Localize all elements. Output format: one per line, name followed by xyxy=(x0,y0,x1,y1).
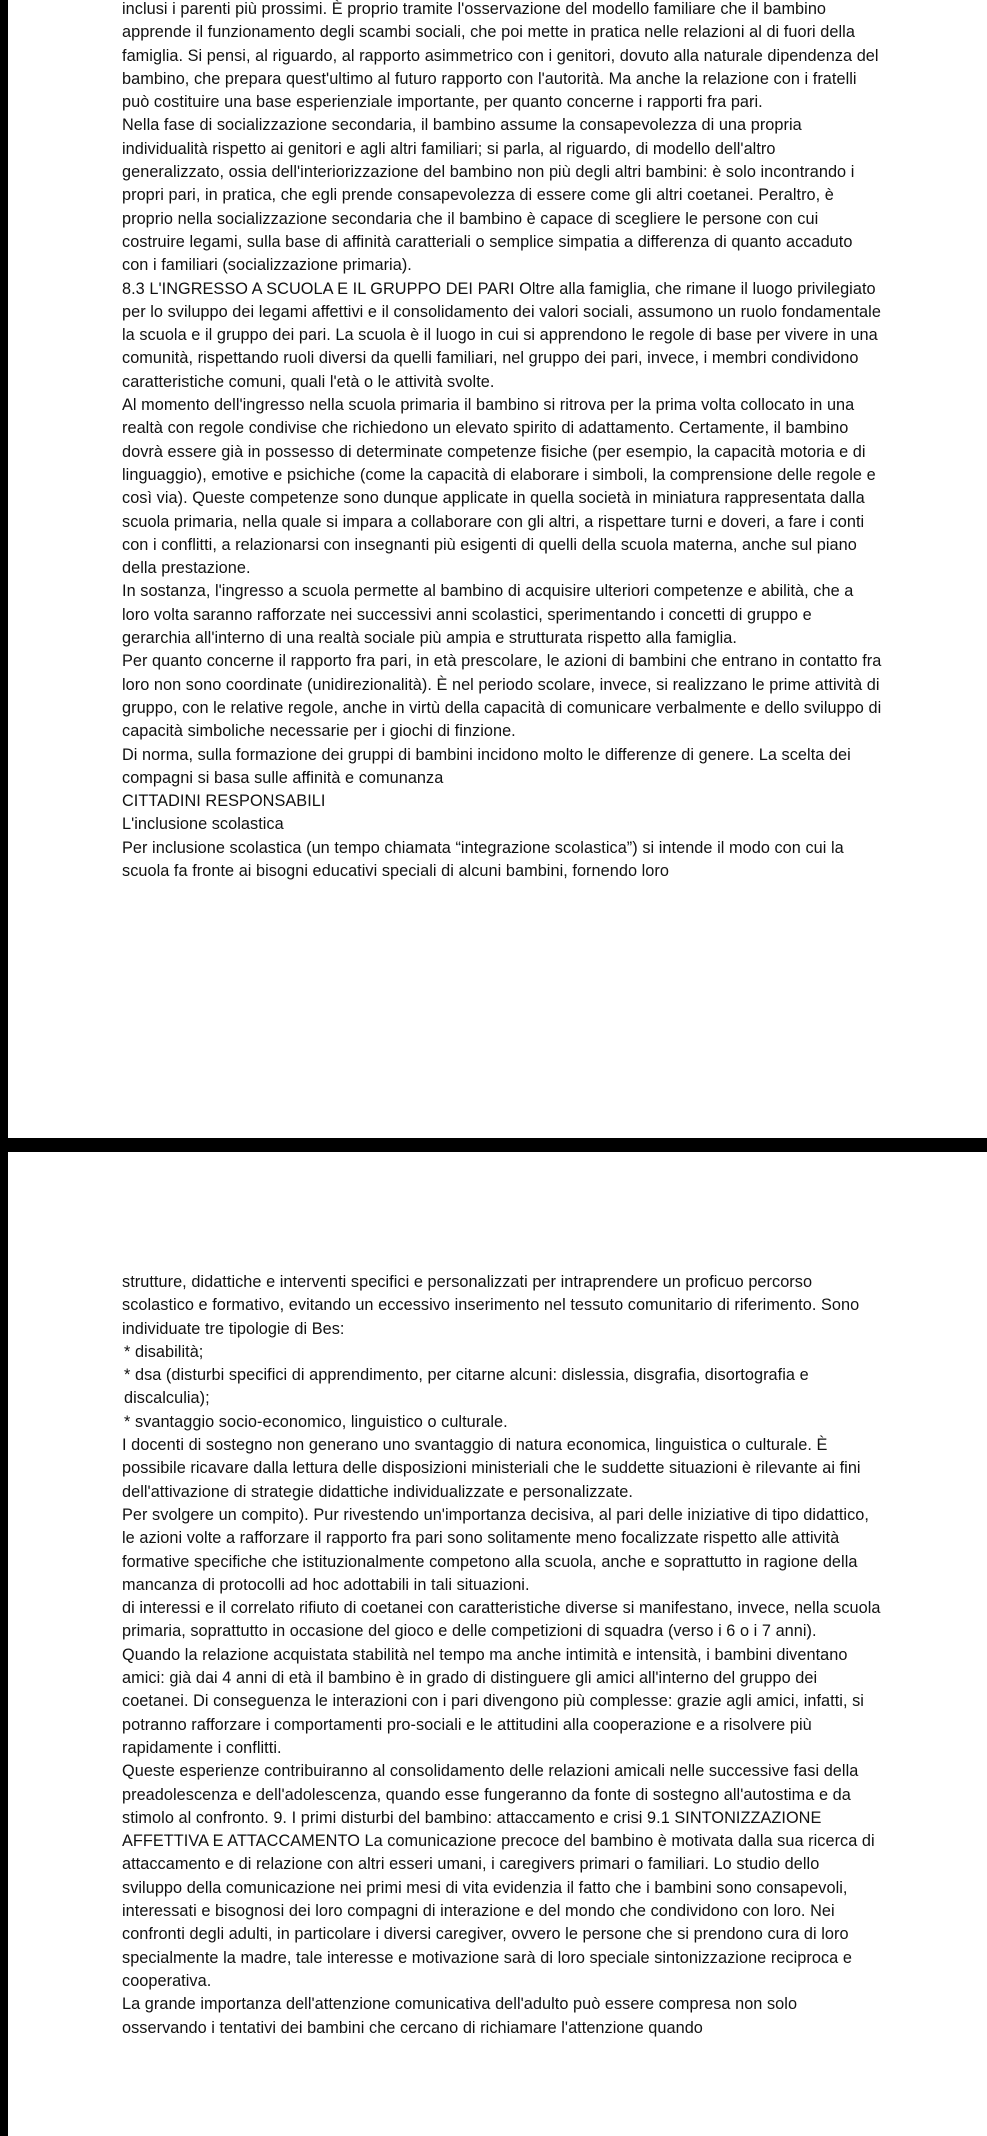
paragraph: In sostanza, l'ingresso a scuola permette al bambino di acquisire ulteriori competenze e abilità, che a loro volta saranno rafforzate nei successivi anni scolastici, sperimentando i concetti di gruppo e gerarchia all'interno di una realtà sociale più ampia e strutturata rispetto alla famiglia. xyxy=(122,582,854,648)
section-title: CITTADINI RESPONSABILI xyxy=(122,792,326,811)
list-item: * dsa (disturbi specifici di apprendimento, per citarne alcuni: dislessia, disgrafia, disortografia e discalculia); xyxy=(124,1366,809,1408)
section-heading-paragraph: 8.3 L'INGRESSO A SCUOLA E IL GRUPPO DEI PARI Oltre alla famiglia, che rimane il luogo privilegiato per lo sviluppo dei legami affettivi e il consolidamento dei valori sociali, assumono un ruolo fondamentale la scuola e il gruppo dei pari. La scuola è il luogo in cui si apprendono le regole di base per vivere in una comunità, rispettando ruoli diversi da quelli familiari, nel gruppo dei pari, invece, i membri condividono caratteristiche comuni, quali l'età o le attività svolte. xyxy=(122,279,881,391)
page-2-text xyxy=(122,1271,882,2040)
paragraph: strutture, didattiche e interventi specifici e personalizzati per intraprendere un proficuo percorso scolastico e formativo, evitando un eccessivo inserimento nel tessuto comunitario di riferimento. Sono individuate tre tipologie di Bes: xyxy=(122,1273,860,1338)
paragraph: La grande importanza dell'attenzione comunicativa dell'adulto può essere compresa non solo osservando i tentativi dei bambini che cercano di richiamare l'attenzione quando xyxy=(122,1995,798,2037)
paragraph: Nella fase di socializzazione secondaria, il bambino assume la consapevolezza di una propria individualità rispetto ai genitori e agli altri familiari; si parla, al riguardo, di modello dell'altro generalizzato, ossia dell'interiorizzazione del bambino non più degli altri bambini: è solo incontrando i propri pari, in pratica, che egli prende consapevolezza di essere come gli altri coetanei. Peraltro, è proprio nella socializzazione secondaria che il bambino è capace di scegliere le persone con cui costruire legami, sulla base di affinità caratteriali o semplice simpatia a differenza di quanto accaduto con i familiari (socializzazione primaria). xyxy=(122,116,855,275)
paragraph: Per svolgere un compito). Pur rivestendo un'importanza decisiva, al pari delle iniziative di tipo didattico, le azioni volte a rafforzare il rapporto fra pari sono solitamente meno focalizzate rispetto alle attività formative specifiche che istituzionalmente competono alla scuola, anche e soprattutto in ragione della mancanza di protocolli ad hoc adottabili in tali situazioni. xyxy=(122,1505,869,1594)
paragraph: I docenti di sostegno non generano uno svantaggio di natura economica, linguistica o culturale. È possibile ricavare dalla lettura delle disposizioni ministeriali che le suddette situazioni è rilevante ai fini dell'attivazione di strategie didattiche individualizzate e personalizzate. xyxy=(122,1436,861,1501)
paragraph: inclusi i parenti più prossimi. È proprio tramite l'osservazione del modello familiare che il bambino apprende il funzionamento degli scambi sociali, che poi mette in pratica nelle relazioni al di fuori della famiglia. Si pensi, al riguardo, al rapporto asimmetrico con i genitori, dovuto alla naturale dipendenza del bambino, che prepara quest'ultimo al futuro rapporto con l'autorità. Ma anche la relazione con i fratelli può costituire una base esperienziale importante, per quanto concerne i rapporti fra pari. xyxy=(122,0,879,112)
document-page-2 xyxy=(8,1152,987,2136)
paragraph: Queste esperienze contribuiranno al consolidamento delle relazioni amicali nelle successive fasi della preadolescenza e dell'adolescenza, quando esse fungeranno da fonte di sostegno all'autostima e da stimolo al confronto. 9. I primi disturbi del bambino: attaccamento e crisi 9.1 SINTONIZZAZIONE AFFETTIVA E ATTACCAMENTO La comunicazione precoce del bambino è motivata dalla sua ricerca di attaccamento e di relazione con altri esseri umani, i caregivers primari o familiari. Lo studio dello sviluppo della comunicazione nei primi mesi di vita evidenzia il fatto che i bambini sono consapevoli, interessati e bisognosi dei loro compagni di interazione e del mondo che condividono con loro. Nei confronti degli adulti, in particolare i diversi caregiver, ovvero le persone che si prendono cura di loro specialmente la madre, tale interesse e motivazione sarà di loro speciale sintonizzazione reciproca e cooperativa. xyxy=(122,1762,875,1990)
list-item: * disabilità; xyxy=(124,1342,204,1361)
document-page-1 xyxy=(8,0,987,1138)
page-1-text xyxy=(122,0,882,883)
paragraph: Al momento dell'ingresso nella scuola primaria il bambino si ritrova per la prima volta collocato in una realtà con regole condivise che richiedono un elevato spirito di adattamento. Certamente, il bambino dovrà essere già in possesso di determinate competenze fisiche (per esempio, la capacità motoria e di linguaggio), emotive e psichiche (come la capacità di elaborare i simboli, la comprensione delle regole e così via). Queste competenze sono dunque applicate in quella società in miniatura rappresentata dalla scuola primaria, nella quale si impara a collaborare con gli altri, a rispettare turni e doveri, a fare i conti con i conflitti, a relazionarsi con insegnanti più esigenti di quelli della scuola materna, anche sul piano della prestazione. xyxy=(122,396,876,578)
paragraph: Di norma, sulla formazione dei gruppi di bambini incidono molto le differenze di genere. La scelta dei compagni si basa sulle affinità e comunanza xyxy=(122,745,851,787)
paragraph: Per quanto concerne il rapporto fra pari, in età prescolare, le azioni di bambini che entrano in contatto fra loro non sono coordinate (unidirezionalità). È nel periodo scolare, invece, si realizzano le prime attività di gruppo, con le relative regole, anche in virtù della capacità di comunicare verbalmente e dello sviluppo di capacità simboliche necessarie per i giochi di finzione. xyxy=(122,652,882,741)
paragraph: di interessi e il correlato rifiuto di coetanei con caratteristiche diverse si manifestano, invece, nella scuola primaria, soprattutto in occasione del gioco e delle competizioni di squadra (verso i 6 o i 7 anni). xyxy=(122,1599,881,1641)
paragraph: Quando la relazione acquistata stabilità nel tempo ma anche intimità e intensità, i bambini diventano amici: già dai 4 anni di età il bambino è in grado di distinguere gli amici all'interno del gruppo dei coetanei. Di conseguenza le interazioni con i pari divengono più complesse: grazie agli amici, infatti, si potranno rafforzare i comportamenti pro-sociali e le attitudini alla cooperazione e a risolvere più rapidamente i conflitti. xyxy=(122,1645,864,1757)
subsection-title: L'inclusione scolastica xyxy=(122,815,284,834)
list-item: * svantaggio socio-economico, linguistico o culturale. xyxy=(124,1412,508,1431)
paragraph: Per inclusione scolastica (un tempo chiamata “integrazione scolastica”) si intende il modo con cui la scuola fa fronte ai bisogni educativi speciali di alcuni bambini, fornendo loro xyxy=(122,838,844,880)
